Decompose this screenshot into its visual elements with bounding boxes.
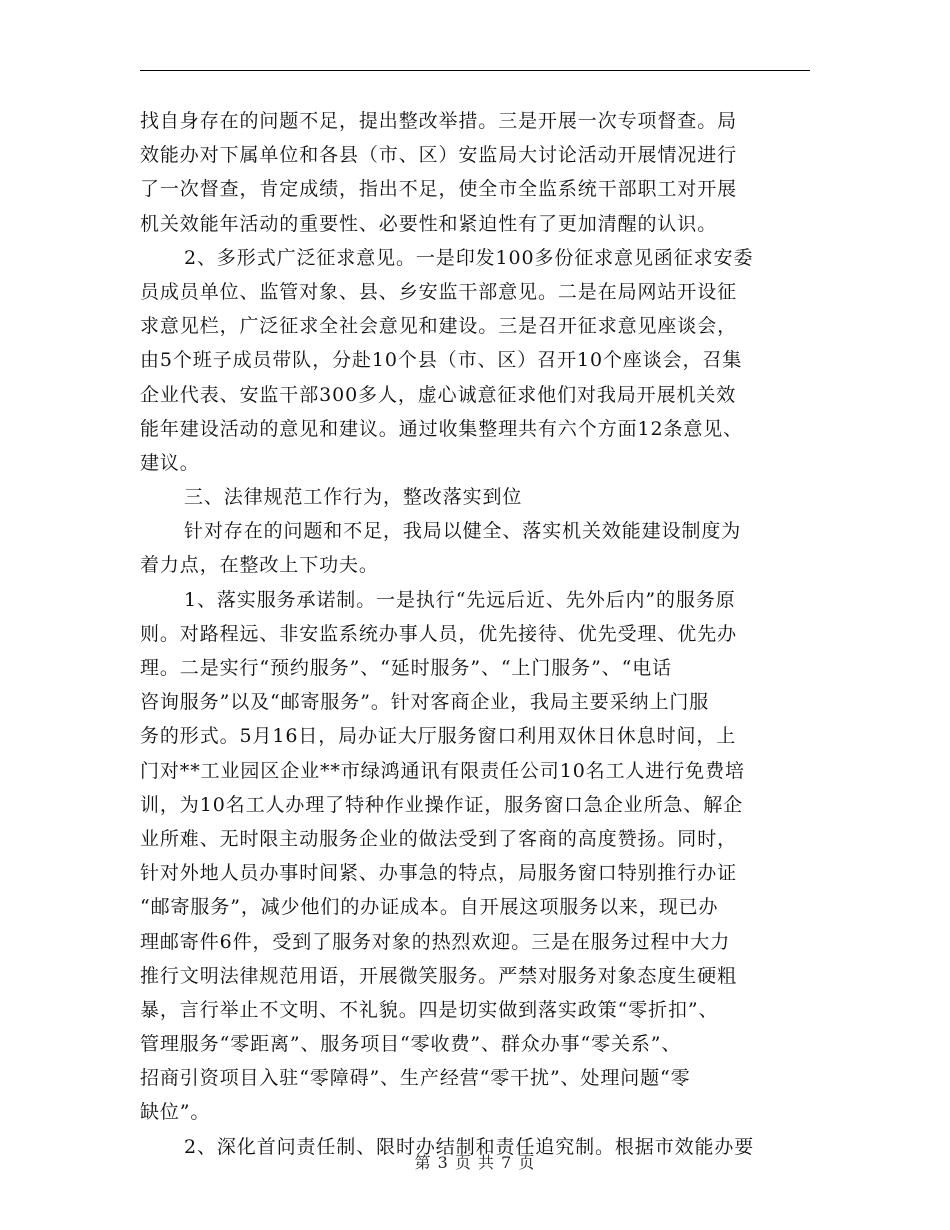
- text-line: 1、落实服务承诺制。一是执行“先远后近、先外后内”的服务原: [184, 588, 736, 611]
- text-line: 推行文明法律规范用语，开展微笑服务。严禁对服务对象态度生硬粗: [140, 964, 738, 987]
- text-line: 管理服务“零距离”、服务项目“零收费”、群众办事“零关系”、: [140, 1033, 682, 1056]
- text-line: 员成员单位、监管对象、县、乡安监干部意见。二是在局网站开设征: [140, 280, 738, 303]
- text-line: 针对存在的问题和不足，我局以健全、落实机关效能建设制度为: [184, 520, 742, 543]
- text-line: 理邮寄件6件，受到了服务对象的热烈欢迎。三是在服务过程中大力: [140, 930, 731, 953]
- text-line: 训，为10名工人办理了特种作业操作证，服务窗口急企业所急、解企: [140, 793, 744, 816]
- section-heading: [140, 480, 810, 514]
- text-line: 暴，言行举止不文明、不礼貌。四是切实做到落实政策“零折扣”、: [140, 998, 719, 1021]
- text-line: 理。二是实行“预约服务”、“延时服务”、“上门服务”、“电话: [140, 657, 672, 679]
- text-line: 着力点，在整改上下功夫。: [140, 554, 379, 577]
- paragraph: [140, 241, 810, 480]
- text-line: 2、多形式广泛征求意见。一是印发100多份征求意见函征求安委: [184, 246, 754, 269]
- text-line: “邮寄服务”，减少他们的办证成本。自开展这项服务以来，现已办: [140, 896, 719, 919]
- text-line: 招商引资项目入驻“零障碍”、生产经营“零干扰”、处理问题“零: [140, 1067, 691, 1090]
- text-line: 建议。: [140, 451, 200, 474]
- text-line: 务的形式。5月16日，局办证大厅服务窗口利用双休日休息时间，上: [140, 725, 737, 748]
- header-rule: [140, 70, 810, 71]
- text-line: 求意见栏，广泛征求全社会意见和建设。三是召开征求意见座谈会，: [140, 315, 738, 338]
- text-line: 机关效能年活动的重要性、必要性和紧迫性有了更加清醒的认识。: [140, 212, 718, 235]
- text-line: 由5个班子成员带队，分赴10个县（市、区）召开10个座谈会，召集: [140, 349, 743, 372]
- text-line: 能年建设活动的意见和建议。通过收集整理共有六个方面12条意见、: [140, 417, 744, 440]
- text-line: 了一次督查，肯定成绩，指出不足，使全市全监系统干部职工对开展: [140, 178, 738, 201]
- text-line: 咨询服务”以及“邮寄服务”。针对客商企业，我局主要采纳上门服: [140, 691, 710, 714]
- text-line: 门对**工业园区企业**市绿鸿通讯有限责任公司10名工人进行免费培: [140, 759, 745, 782]
- text-line: 缺位”。: [140, 1101, 211, 1124]
- paragraph: [140, 583, 810, 1130]
- text-line: 业所难、无时限主动服务企业的做法受到了客商的高度赞扬。同时，: [140, 827, 738, 850]
- paragraph: [140, 514, 810, 582]
- text-line: 2、深化首问责任制、限时办结制和责任追究制。根据市效能办要: [184, 1135, 755, 1158]
- text-line: 效能办对下属单位和各县（市、区）安监局大讨论活动开展情况进行: [140, 144, 738, 167]
- document-body: [140, 104, 810, 1164]
- paragraph: [140, 104, 810, 241]
- text-line: 针对外地人员办事时间紧、办事急的特点，局服务窗口特别推行办证: [140, 862, 738, 885]
- text-line: 找自身存在的问题不足，提出整改举措。三是开展一次专项督查。局: [140, 110, 738, 132]
- page-number-footer: 第 3 页 共 7 页: [414, 1153, 536, 1172]
- text-line: 三、法律规范工作行为，整改落实到位: [184, 486, 523, 509]
- text-line: 则。对路程远、非安监系统办事人员，优先接待、优先受理、优先办: [140, 622, 738, 645]
- text-line: 企业代表、安监干部300多人，虚心诚意征求他们对我局开展机关效: [140, 383, 737, 406]
